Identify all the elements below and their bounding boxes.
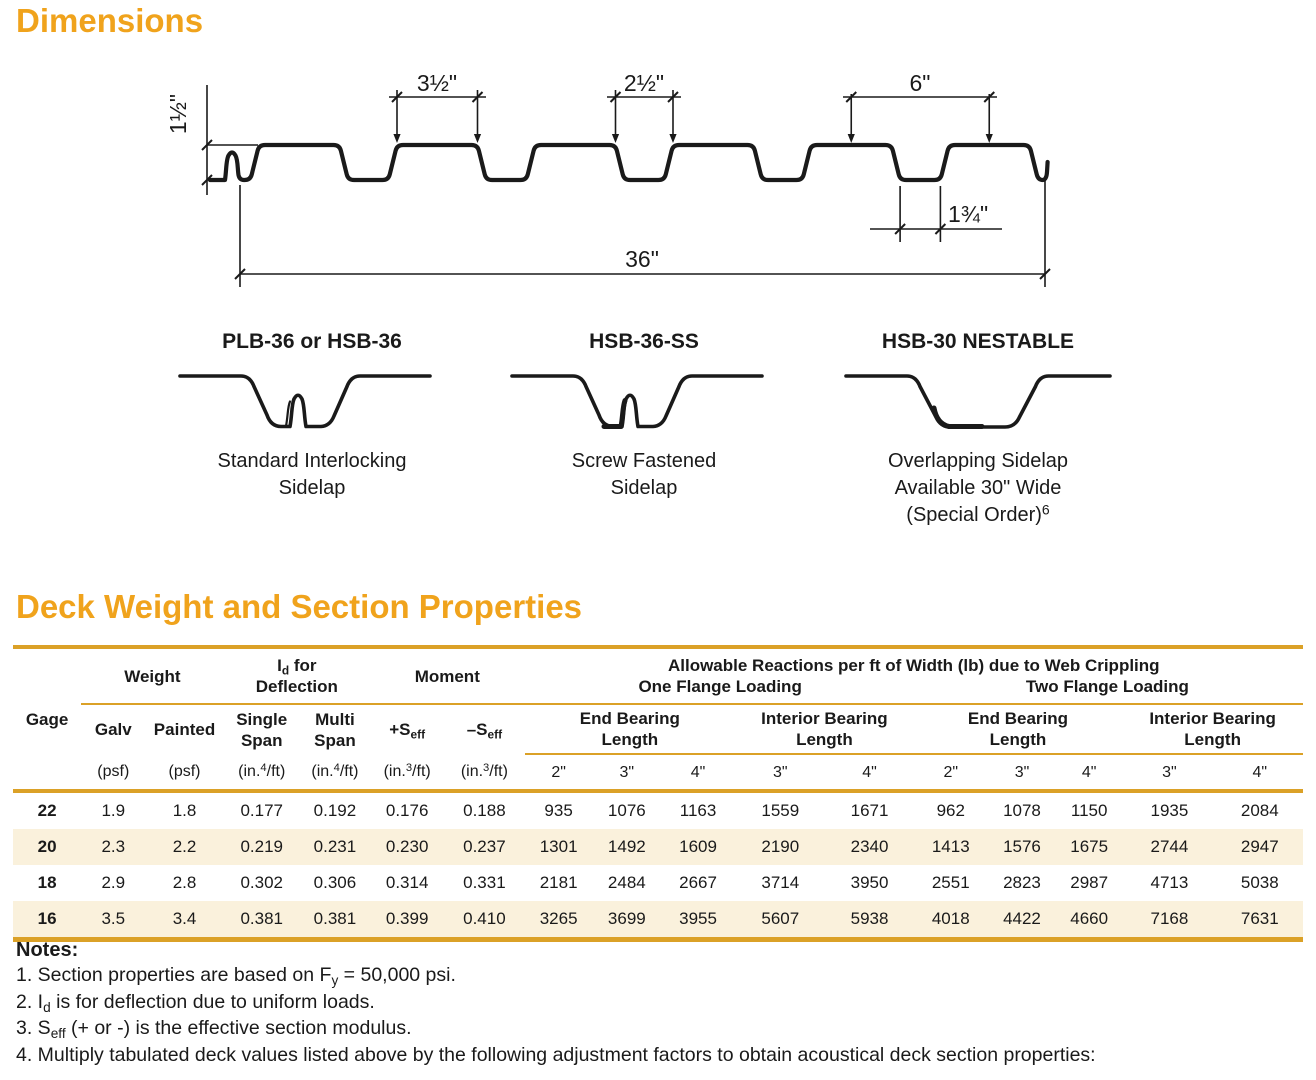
unit-cell: 3"	[988, 754, 1056, 791]
data-cell: 0.314	[385, 873, 429, 892]
data-cell: 5938	[850, 909, 889, 928]
unit-cell: 2"	[914, 754, 988, 791]
data-cell: 0.188	[463, 801, 506, 820]
reactions-title: Allowable Reactions per ft of Width (lb) due to Web Crippling	[667, 656, 1160, 675]
dim-valley-bottom-label: 1¾"	[948, 201, 989, 227]
group-header-id-deflection: $I_d$ for Deflection	[224, 647, 370, 704]
dim-valley-top-label: 2½"	[623, 70, 665, 96]
data-cell: 962	[936, 801, 965, 820]
unit-cell: 2"	[525, 754, 593, 791]
data-cell: 0.302	[240, 873, 283, 892]
figure-caption: Overlapping Sidelap Available 30" Wide (Special Order)$^6$	[887, 450, 1069, 526]
data-cell: 0.230	[385, 837, 429, 856]
overlap-sheet-line	[604, 401, 625, 427]
data-cell: 2.8	[172, 873, 197, 892]
data-cell: 1.9	[101, 801, 126, 820]
col-header-painted: Painted	[153, 720, 216, 739]
data-cell: 0.381	[240, 909, 283, 928]
data-cell: 0.306	[313, 873, 357, 892]
data-cell: 4660	[1070, 909, 1109, 928]
standard-interlocking-sidelap-drawing	[172, 366, 452, 440]
data-cell: 5038	[1240, 873, 1279, 892]
unit-cell: (in.$^3$/ft)	[444, 754, 524, 791]
data-cell: 2340	[850, 837, 889, 856]
table-sub-header-row	[13, 704, 1303, 754]
data-cell: 935	[544, 801, 573, 820]
data-cell: 2084	[1240, 801, 1279, 820]
data-cell: 7168	[1150, 909, 1189, 928]
group-header-reactions	[525, 647, 1303, 704]
data-cell: 0.331	[463, 873, 506, 892]
data-cell: 3.4	[172, 909, 197, 928]
data-cell: 1301	[539, 837, 578, 856]
unit-cell: 3"	[1122, 754, 1216, 791]
data-cell: 1078	[1003, 801, 1041, 820]
data-cell: 3.5	[101, 909, 126, 928]
note-item: 1. Section properties are based on $F_y = 50,000$ psi.	[16, 964, 456, 989]
data-cell: 1076	[607, 801, 646, 820]
group-header-weight: Weight	[81, 647, 223, 704]
col-header-end-bearing-one: End Bearing Length	[525, 704, 736, 754]
col-header-galv: Galv	[94, 720, 132, 739]
data-cell: 2.3	[101, 837, 126, 856]
data-cell: 3955	[679, 909, 717, 928]
data-cell: 0.192	[313, 801, 357, 820]
data-cell: 3699	[607, 909, 646, 928]
data-cell: 0.237	[463, 837, 506, 856]
col-header-gage: Gage	[13, 647, 81, 791]
figure-caption: Standard Interlocking Sidelap	[217, 450, 407, 499]
data-cell: 2190	[761, 837, 800, 856]
data-cell: 1675	[1070, 837, 1109, 856]
unit-cell: 4"	[825, 754, 913, 791]
figure-title: PLB-36 or HSB-36	[222, 330, 402, 353]
data-cell: 2.2	[172, 837, 197, 856]
unit-cell: 4"	[661, 754, 735, 791]
dim-overall-label: 36"	[625, 246, 659, 272]
data-cell: 0.219	[240, 837, 283, 856]
unit-cell: (in.$^3$/ft)	[370, 754, 444, 791]
dim-rib-top-label: 3½"	[416, 70, 458, 96]
notes-section	[16, 938, 1306, 1068]
table-body	[13, 791, 1303, 940]
table-group-header-row	[13, 647, 1303, 704]
col-header-single-span: Single Span	[236, 709, 288, 750]
unit-cell: 3"	[593, 754, 661, 791]
note-item: 2. $I_d$ is for deflection due to uniform loads.	[16, 990, 375, 1015]
table-units-row	[13, 754, 1303, 791]
section-title-deck-properties: Deck Weight and Section Properties	[16, 588, 583, 625]
data-cell: 2744	[1150, 837, 1189, 856]
data-cell: 0.381	[313, 909, 357, 928]
unit-cell: (in.$^4$/ft)	[300, 754, 370, 791]
notes-list	[16, 962, 1306, 1068]
two-flange-loading-label: Two Flange Loading	[1025, 677, 1189, 696]
section-title-dimensions: Dimensions	[16, 2, 204, 39]
data-cell: 4422	[1003, 909, 1041, 928]
data-cell: 1163	[679, 801, 717, 820]
deck-profile-drawing	[0, 50, 1316, 300]
data-cell: 1576	[1003, 837, 1041, 856]
data-cell: 2667	[679, 873, 717, 892]
figure-standard-interlocking-sidelap	[162, 330, 462, 502]
data-cell: 2947	[1240, 837, 1279, 856]
data-cell: 2484	[607, 873, 646, 892]
unit-cell: 4"	[1056, 754, 1122, 791]
data-cell: 7631	[1240, 909, 1279, 928]
dim-pitch	[843, 92, 997, 143]
gage-cell: 20	[37, 837, 57, 856]
gage-cell: 22	[37, 801, 57, 820]
unit-cell: 3"	[735, 754, 825, 791]
note-item: 3. $S_{eff}$ (+ or -) is the effective section modulus.	[16, 1017, 412, 1042]
table-row	[13, 829, 1303, 865]
data-cell: 3950	[850, 873, 889, 892]
col-header-interior-bearing-two: Interior Bearing Length	[1122, 704, 1303, 754]
notes-title: Notes:	[16, 939, 79, 961]
unit-cell: 4"	[1217, 754, 1303, 791]
screw-fastened-sidelap-drawing	[504, 366, 784, 440]
data-cell: 1559	[761, 801, 800, 820]
figure-caption: Screw Fastened Sidelap	[571, 450, 717, 499]
overlapping-sidelap-drawing	[838, 366, 1118, 440]
figure-title: HSB-30 NESTABLE	[881, 330, 1075, 353]
dim-height-label: 1½"	[165, 93, 191, 135]
table-row	[13, 901, 1303, 940]
data-cell: 0.176	[385, 801, 429, 820]
data-cell: 2987	[1070, 873, 1109, 892]
data-cell: 0.399	[385, 909, 429, 928]
data-cell: 5607	[761, 909, 800, 928]
dim-rib-top	[389, 90, 486, 143]
data-cell: 1935	[1150, 801, 1189, 820]
table-row	[13, 791, 1303, 829]
col-header-neg-seff: $-S_{eff}$	[466, 720, 503, 742]
data-cell: 3714	[761, 873, 800, 892]
unit-cell: (psf)	[81, 754, 145, 791]
data-cell: 2181	[539, 873, 578, 892]
data-cell: 1671	[850, 801, 889, 820]
data-cell: 3265	[539, 909, 578, 928]
data-cell: 4713	[1150, 873, 1189, 892]
data-cell: 2823	[1003, 873, 1041, 892]
note-item: 4. Multiply tabulated deck values listed above by the following adjustment factors to obtain acoustical deck section properties:	[16, 1043, 1096, 1066]
data-cell: 0.177	[240, 801, 283, 820]
data-cell: 4018	[931, 909, 970, 928]
deck-profile-outline	[210, 145, 1048, 180]
unit-cell: (psf)	[145, 754, 223, 791]
data-cell: 0.231	[313, 837, 357, 856]
data-cell: 1492	[607, 837, 646, 856]
group-header-moment: Moment	[370, 647, 524, 704]
dim-valley-top	[607, 90, 681, 143]
table-row	[13, 865, 1303, 901]
data-cell: 1.8	[172, 801, 197, 820]
col-header-multi-span: Multi Span	[314, 709, 356, 750]
overlap-sheet-line	[934, 408, 982, 427]
figure-title: HSB-36-SS	[589, 330, 699, 353]
one-flange-loading-label: One Flange Loading	[638, 677, 802, 696]
col-header-end-bearing-two: End Bearing Length	[914, 704, 1123, 754]
figure-overlapping-sidelap	[828, 330, 1128, 529]
col-header-interior-bearing-one: Interior Bearing Length	[735, 704, 914, 754]
col-header-pos-seff: $+S_{eff}$	[389, 720, 426, 742]
data-cell: 1609	[679, 837, 717, 856]
unit-cell: (in.$^4$/ft)	[224, 754, 300, 791]
gage-cell: 16	[37, 909, 57, 928]
figure-screw-fastened-sidelap	[494, 330, 794, 502]
data-cell: 0.410	[463, 909, 506, 928]
section-properties-table	[13, 645, 1303, 942]
data-cell: 1413	[931, 837, 970, 856]
data-cell: 2.9	[101, 873, 126, 892]
data-cell: 2551	[931, 873, 970, 892]
dim-pitch-label: 6"	[909, 70, 931, 96]
gage-cell: 18	[37, 873, 57, 892]
data-cell: 1150	[1070, 801, 1108, 820]
